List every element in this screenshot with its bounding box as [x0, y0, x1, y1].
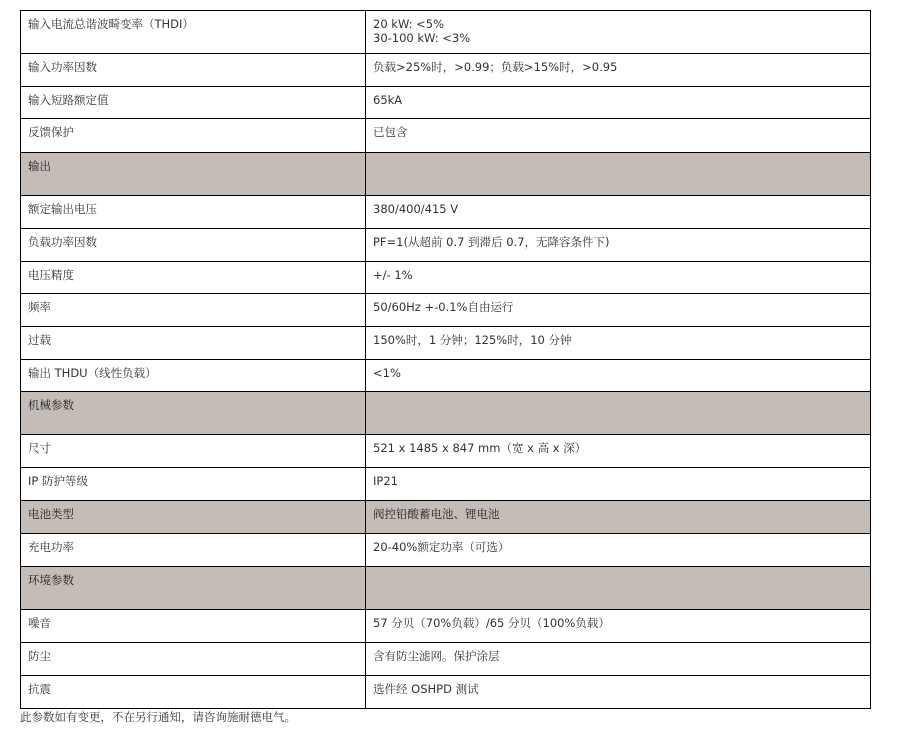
spec-label: 抗震: [28, 682, 51, 696]
section-header-row: [21, 153, 871, 196]
spec-value-cell: [366, 610, 871, 643]
spec-row: [21, 54, 871, 87]
spec-value-cell: [366, 534, 871, 567]
spec-label-cell: [21, 87, 366, 119]
spec-row: [21, 87, 871, 119]
spec-label: 输出: [28, 159, 51, 173]
spec-value: 380/400/415 V: [373, 202, 459, 216]
spec-row: [21, 11, 871, 54]
spec-value-cell: [366, 153, 871, 196]
spec-value-cell: [366, 196, 871, 229]
spec-label: IP 防护等级: [28, 474, 88, 488]
spec-label: 额定输出电压: [28, 202, 97, 216]
spec-value-cell: [366, 11, 871, 54]
spec-value-cell: [366, 643, 871, 676]
spec-table-body: [21, 11, 871, 709]
spec-row: [21, 360, 871, 392]
spec-value: <1%: [373, 366, 401, 380]
footnote: 此参数如有变更，不在另行通知，请咨询施耐德电气。: [20, 710, 296, 724]
spec-label-cell: [21, 643, 366, 676]
spec-value-cell: [366, 468, 871, 501]
spec-label: 噪音: [28, 616, 51, 630]
spec-label: 防尘: [28, 649, 51, 663]
spec-row: [21, 262, 871, 294]
spec-value: 521 x 1485 x 847 mm（宽 x 高 x 深）: [373, 441, 587, 455]
spec-label-cell: [21, 262, 366, 294]
spec-value-cell: [366, 501, 871, 534]
spec-value: 57 分贝（70%负载）/65 分贝（100%负载）: [373, 616, 610, 630]
spec-label-cell: [21, 153, 366, 196]
spec-label: 环境参数: [28, 573, 74, 587]
spec-label-cell: [21, 229, 366, 262]
spec-value: 65kA: [373, 93, 403, 107]
spec-label-cell: [21, 610, 366, 643]
spec-label-cell: [21, 119, 366, 153]
section-header-row: [21, 501, 871, 534]
spec-row: [21, 294, 871, 327]
spec-label: 输入电流总谐波畸变率（THDI）: [28, 17, 194, 31]
spec-label: 过载: [28, 333, 51, 347]
spec-label-cell: [21, 676, 366, 709]
spec-label-cell: [21, 327, 366, 360]
spec-value-cell: [366, 294, 871, 327]
spec-value-cell: [366, 392, 871, 435]
spec-value-cell: [366, 87, 871, 119]
spec-label: 充电功率: [28, 540, 74, 554]
spec-value-cell: [366, 119, 871, 153]
spec-value: 已包含: [373, 125, 408, 139]
spec-value: 负载>25%时，>0.99；负载>15%时，>0.95: [373, 60, 618, 74]
spec-row: [21, 229, 871, 262]
spec-label-cell: [21, 501, 366, 534]
spec-label: 负载功率因数: [28, 235, 97, 249]
spec-label: 机械参数: [28, 398, 74, 412]
spec-row: [21, 327, 871, 360]
spec-row: [21, 610, 871, 643]
spec-value-cell: [366, 54, 871, 87]
section-header-row: [21, 392, 871, 435]
spec-value: 50/60Hz +-0.1%自由运行: [373, 300, 514, 314]
spec-value-cell: [366, 229, 871, 262]
spec-label-cell: [21, 196, 366, 229]
spec-row: [21, 534, 871, 567]
spec-label: 输入短路额定值: [28, 93, 109, 107]
spec-label: 输入功率因数: [28, 60, 97, 74]
spec-label-cell: [21, 294, 366, 327]
spec-label: 反馈保护: [28, 125, 74, 139]
spec-label-cell: [21, 567, 366, 610]
spec-value: +/- 1%: [373, 268, 413, 282]
spec-label: 输出 THDU（线性负载）: [28, 366, 157, 380]
spec-row: [21, 196, 871, 229]
spec-value-cell: [366, 262, 871, 294]
spec-row: [21, 643, 871, 676]
spec-label-cell: [21, 468, 366, 501]
spec-label-cell: [21, 392, 366, 435]
spec-label-cell: [21, 534, 366, 567]
spec-value: 含有防尘滤网。保护涂层: [373, 649, 500, 663]
spec-value: 选件经 OSHPD 测试: [373, 682, 479, 696]
spec-label-cell: [21, 435, 366, 468]
section-header-row: [21, 567, 871, 610]
spec-value: 阀控铅酸蓄电池、锂电池: [373, 507, 500, 521]
spec-value-cell: [366, 435, 871, 468]
spec-table: [20, 10, 871, 709]
spec-row: [21, 468, 871, 501]
spec-value: IP21: [373, 474, 398, 488]
spec-row: [21, 435, 871, 468]
spec-value: 20-40%额定功率（可选）: [373, 540, 510, 554]
spec-label: 电池类型: [28, 507, 74, 521]
spec-value-cell: [366, 327, 871, 360]
spec-row: [21, 119, 871, 153]
spec-value-cell: [366, 676, 871, 709]
spec-label: 尺寸: [28, 441, 51, 455]
spec-label-cell: [21, 54, 366, 87]
spec-label-cell: [21, 11, 366, 54]
spec-value-cell: [366, 567, 871, 610]
spec-label: 电压精度: [28, 268, 74, 282]
spec-row: [21, 676, 871, 709]
spec-value-cell: [366, 360, 871, 392]
spec-label-cell: [21, 360, 366, 392]
spec-value: 20 kW: <5% 30-100 kW: <3%: [373, 17, 471, 45]
spec-label: 频率: [28, 300, 51, 314]
spec-value: 150%时，1 分钟；125%时，10 分钟: [373, 333, 572, 347]
spec-value: PF=1(从超前 0.7 到滞后 0.7，无降容条件下): [373, 235, 610, 249]
